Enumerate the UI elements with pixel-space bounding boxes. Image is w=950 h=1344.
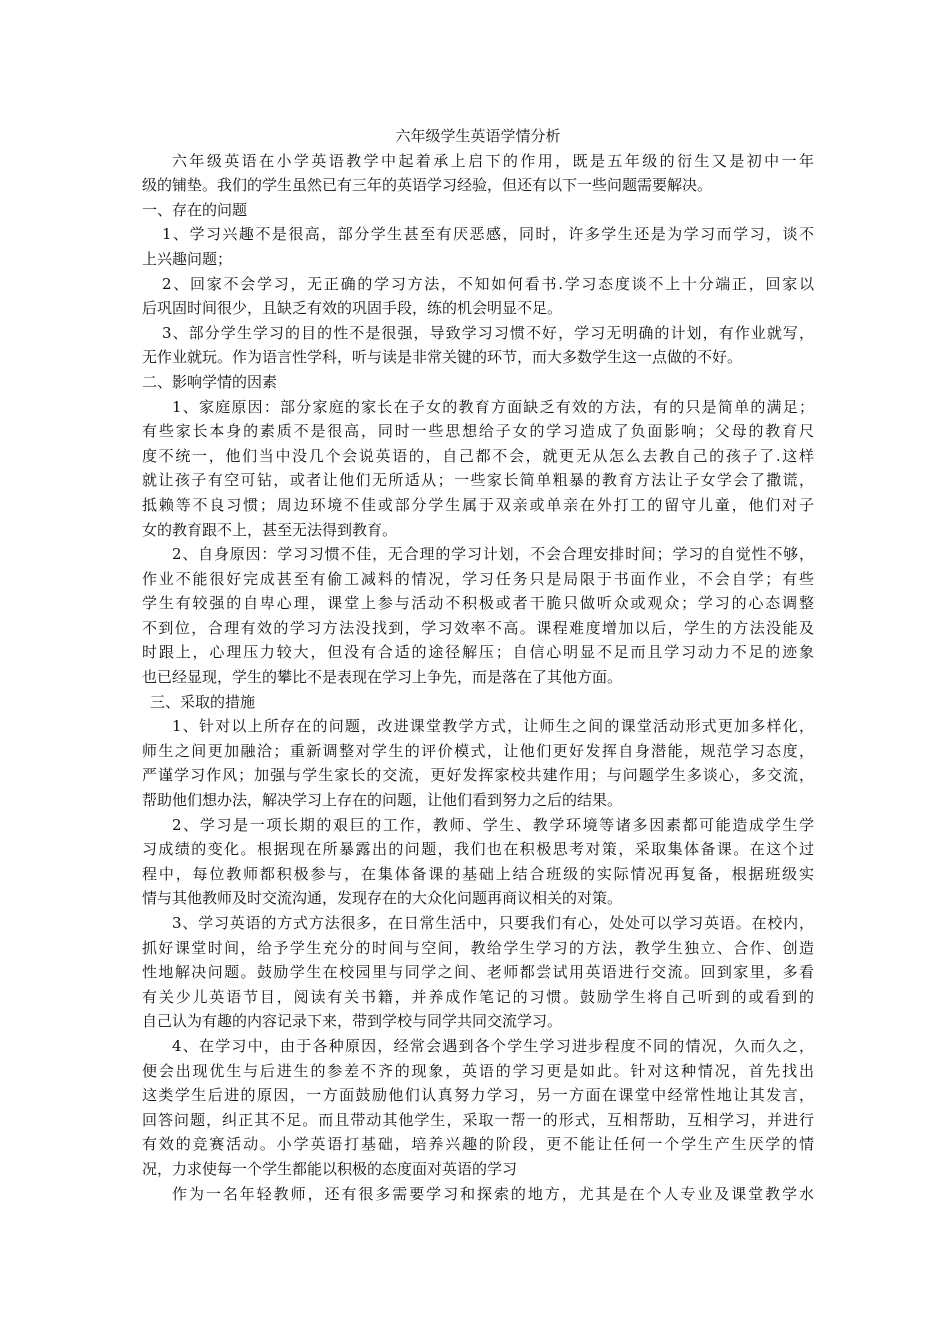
paragraph-line: 无作业就玩。作为语言性学科，听与读是非常关键的环节，而大多数学生这一点做的不好。 — [142, 348, 743, 367]
paragraph-line: 1、家庭原因：部分家庭的家长在子女的教育方面缺乏有效的方法，有的只是简单的满足； — [172, 397, 814, 416]
section-heading: 三、采取的措施 — [150, 692, 256, 711]
paragraph-line: 后巩固时间很少，且缺乏有效的巩固手段，练的机会明显不足。 — [142, 299, 563, 318]
paragraph-line: 1、学习兴趣不是很高，部分学生甚至有厌恶感，同时，许多学生还是为学习而学习，谈不 — [162, 225, 814, 244]
paragraph-line: 3、学习英语的方式方法很多，在日常生活中，只要我们有心，处处可以学习英语。在校内， — [172, 914, 814, 932]
paragraph-line: 2、学习是一项长期的艰巨的工作，教师、学生、教学环境等诸多因素都可能造成学生学 — [172, 815, 814, 834]
paragraph-line: 2、自身原因：学习习惯不佳，无合理的学习计划，不会合理安排时间；学习的自觉性不够， — [172, 545, 814, 564]
paragraph-line: 这类学生后进的原因，一方面鼓励他们认真努力学习，另一方面在课堂中经常性地让其发言， — [142, 1086, 814, 1105]
paragraph-line: 作业不能很好完成甚至有偷工减料的情况，学习任务只是局限于书面作业，不会自学；有些 — [142, 569, 814, 588]
paragraph-line: 况，力求使每一个学生都能以积极的态度面对英语的学习 — [142, 1159, 518, 1178]
paragraph-line: 女的教育跟不上，甚至无法得到教育。 — [142, 520, 398, 539]
intro-line: 六年级英语在小学英语教学中起着承上启下的作用，既是五年级的衍生又是初中一年 — [172, 151, 814, 170]
paragraph-line: 回答问题，纠正其不足。而且带动其他学生，采取一帮一的形式，互相帮助，互相学习，并进行 — [142, 1110, 814, 1129]
paragraph-line: 性地解决问题。鼓励学生在校园里与同学之间、老师都尝试用英语进行交流。回到家里，多看 — [142, 963, 814, 982]
paragraph-line: 就让孩子有空可钻，或者让他们无所适从；一些家长简单粗暴的教育方法让子女学会了撒谎， — [142, 471, 814, 490]
paragraph-line: 不到位，合理有效的学习方法没找到，学习效率不高。课程难度增加以后，学生的方法没能及 — [142, 618, 814, 637]
paragraph-line: 学生有较强的自卑心理，课堂上参与活动不积极或者干脆只做听众或观众；学习的心态调整 — [142, 594, 814, 613]
paragraph-line: 也已经显现，学生的攀比不是表现在学习上争先，而是落在了其他方面。 — [142, 668, 623, 687]
paragraph-line: 便会出现优生与后进生的参差不齐的现象，英语的学习更是如此。针对这种情况，首先找出 — [142, 1061, 814, 1080]
paragraph-line: 时跟上，心理压力较大，但没有合适的途径解压；自信心明显不足而且学习动力不足的迹象 — [142, 643, 814, 662]
paragraph-line: 习成绩的变化。根据现在所暴露出的问题，我们也在积极思考对策，采取集体备课。在这个过 — [142, 840, 814, 859]
paragraph-line: 4、在学习中，由于各种原因，经常会遇到各个学生学习进步程度不同的情况，久而久之， — [172, 1036, 814, 1055]
paragraph-line: 1、针对以上所存在的问题，改进课堂教学方式，让师生之间的课堂活动形式更加多样化， — [172, 717, 814, 736]
section-heading: 二、影响学情的因素 — [142, 372, 278, 391]
paragraph-line: 2、回家不会学习，无正确的学习方法，不知如何看书.学习态度谈不上十分端正，回家以 — [162, 274, 814, 293]
section-heading: 一、存在的问题 — [142, 200, 248, 219]
document-page — [142, 124, 814, 1206]
paragraph-line: 抵赖等不良习惯；周边环境不佳或部分学生属于双亲或单亲在外打工的留守儿童，他们对子 — [142, 495, 814, 514]
paragraph-line: 作为一名年轻教师，还有很多需要学习和探索的地方，尤其是在个人专业及课堂教学水 — [172, 1184, 814, 1203]
paragraph-line: 情与其他教师及时交流沟通，发现存在的大众化问题再商议相关的对策。 — [142, 889, 623, 908]
paragraph-line: 有些家长本身的素质不是很高，同时一些思想给子女的学习造成了负面影响；父母的教育尺 — [142, 422, 814, 441]
document-title: 六年级学生英语学情分析 — [395, 127, 561, 145]
paragraph-line: 有效的竞赛活动。小学英语打基础，培养兴趣的阶段，更不能让任何一个学生产生厌学的情 — [142, 1135, 814, 1154]
intro-line: 级的铺垫。我们的学生虽然已有三年的英语学习经验，但还有以下一些问题需要解决。 — [142, 176, 713, 195]
paragraph-line: 严谨学习作风；加强与学生家长的交流，更好发挥家校共建作用；与问题学生多谈心，多交流， — [142, 766, 814, 785]
paragraph-line: 程中，每位教师都积极参与，在集体备课的基础上结合班级的实际情况再复备，根据班级实 — [142, 864, 814, 883]
paragraph-line: 抓好课堂时间，给予学生充分的时间与空间，教给学生学习的方法，教学生独立、合作、创造 — [142, 938, 814, 957]
paragraph-line: 师生之间更加融洽；重新调整对学生的评价模式，让他们更好发挥自身潜能，规范学习态度， — [142, 741, 814, 760]
paragraph-line: 自己认为有趣的内容记录下来，带到学校与同学共同交流学习。 — [142, 1012, 563, 1031]
paragraph-line: 3、部分学生学习的目的性不是很强，导致学习习惯不好，学习无明确的计划，有作业就写， — [162, 323, 814, 342]
paragraph-line: 有关少儿英语节目，阅读有关书籍，并养成作笔记的习惯。鼓励学生将自己听到的或看到的 — [142, 987, 814, 1006]
paragraph-line: 度不统一，他们当中没几个会说英语的，自己都不会，就更无从怎么去教自己的孩子了.这样 — [142, 446, 814, 465]
paragraph-line: 上兴趣问题； — [142, 249, 233, 268]
paragraph-line: 帮助他们想办法，解决学习上存在的问题，让他们看到努力之后的结果。 — [142, 791, 623, 810]
